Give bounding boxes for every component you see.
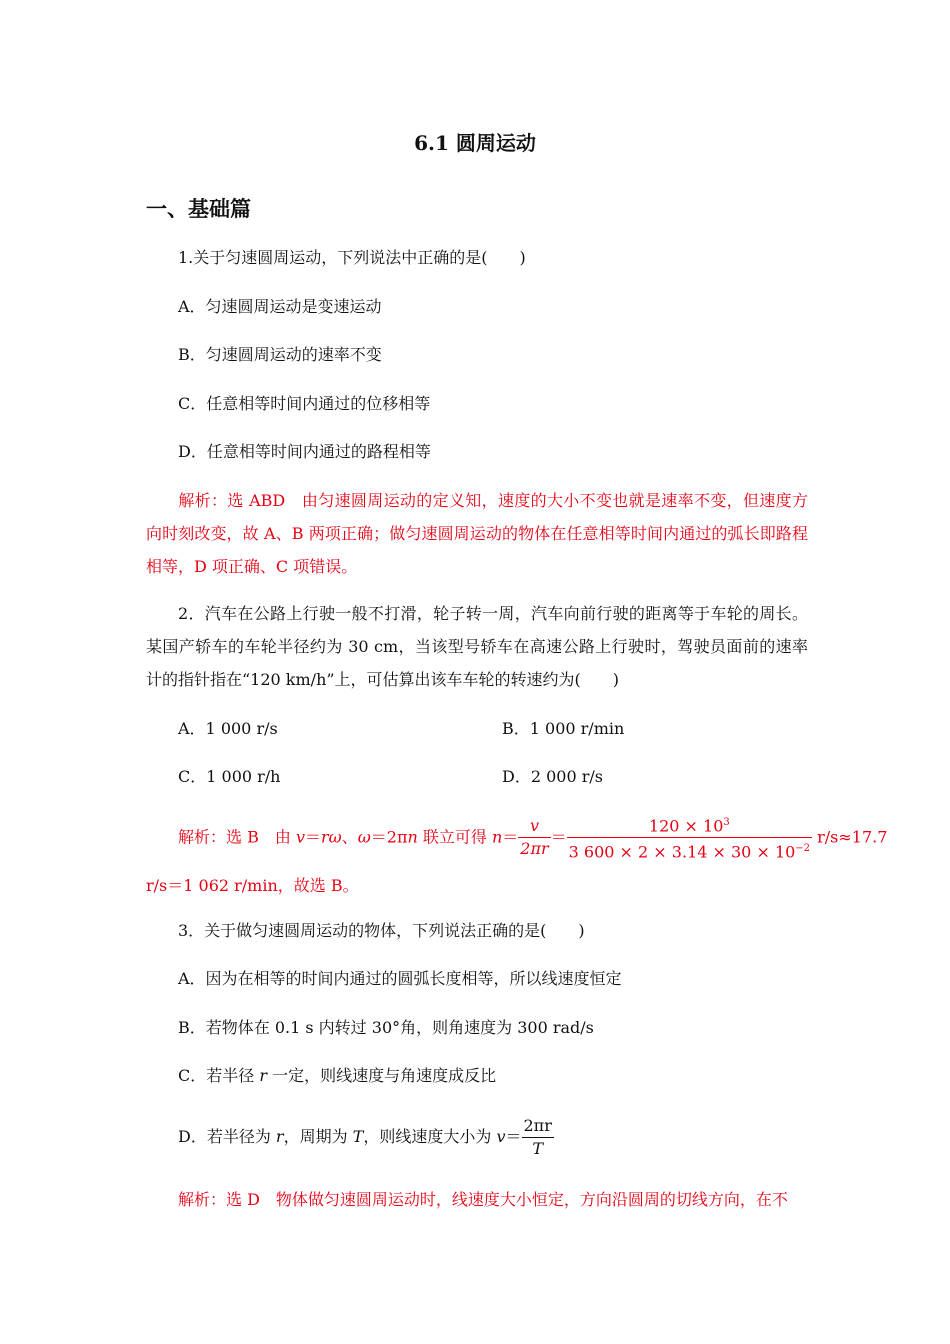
q3-option-b: B．若物体在 0.1 s 内转过 30°角，则角速度为 300 rad/s	[178, 1018, 594, 1037]
fraction-v-over-2pir: $\frac{v}{2\pi r}$	[520, 816, 549, 859]
q2-option-d: D．2 000 r/s	[502, 767, 603, 786]
q1-option-b: B．匀速圆周运动的速率不变	[178, 345, 382, 364]
q2-option-a: A．1 000 r/s	[178, 719, 278, 738]
q3-option-d: D．若半径为 r，周期为 T，则线速度大小为 v＝ $\frac{2\pi r}{T}$	[178, 1116, 552, 1158]
q3-analysis: 解析：选 D 物体做匀速圆周运动时，线速度大小恒定，方向沿圆周的切线方向，在不	[178, 1190, 788, 1209]
q2-analysis-line2: r/s＝1 062 r/min，故选 B。	[146, 876, 359, 895]
q2-stem: 2．汽车在公路上行驶一般不打滑，轮子转一周，汽车向前行驶的距离等于车轮的周长。某国产轿车的车轮半径约为 30 cm，当该型号轿车在高速公路上行驶时，驾驶员面前的速率计的指针指在“120 km/h”上，可估算出该车车轮的转速约为( )	[146, 604, 808, 689]
q1-stem: 1.关于匀速圆周运动，下列说法中正确的是( )	[178, 248, 526, 267]
section-heading: 一、基础篇	[146, 196, 251, 221]
q1-option-a: A．匀速圆周运动是变速运动	[178, 297, 382, 316]
fraction-2pir-over-t: $\frac{2\pi r}{T}$	[523, 1116, 552, 1158]
q3-option-a: A．因为在相等的时间内通过的圆弧长度相等，所以线速度恒定	[178, 969, 622, 988]
q3-option-c: C．若半径 r 一定，则线速度与角速度成反比	[178, 1066, 497, 1085]
q1-analysis: 解析：选 ABD 由匀速圆周运动的定义知，速度的大小不变也就是速率不变，但速度方向时刻改变，故 A、B 两项正确；做匀速圆周运动的物体在任意相等时间内通过的弧长即路程相等，D 项正确、C 项错误。	[146, 491, 808, 576]
q1-option-d: D．任意相等时间内通过的路程相等	[178, 442, 431, 461]
q1-option-c: C．任意相等时间内通过的位移相等	[178, 394, 431, 413]
q2-analysis-line1: 解析：选 B 由 v＝rω、ω＝2πn 联立可得 n＝ $\frac{v}{2\pi r}$ ＝ $\frac{120 \times 10^3}{3 600 \times 2 \times 3.14 \times 30 \times 10^{-2}}$ r/s≈17.7	[178, 814, 887, 862]
q3-stem: 3．关于做匀速圆周运动的物体，下列说法正确的是( )	[178, 921, 585, 940]
q2-option-c: C．1 000 r/h	[178, 767, 281, 786]
q2-option-b: B．1 000 r/min	[502, 719, 625, 738]
page-title: 6.1 圆周运动	[414, 131, 536, 155]
fraction-numeric: $\frac{120 \times 10^3}{3 600 \times 2 \times 3.14 \times 30 \times 10^{-2}}$	[567, 814, 812, 862]
